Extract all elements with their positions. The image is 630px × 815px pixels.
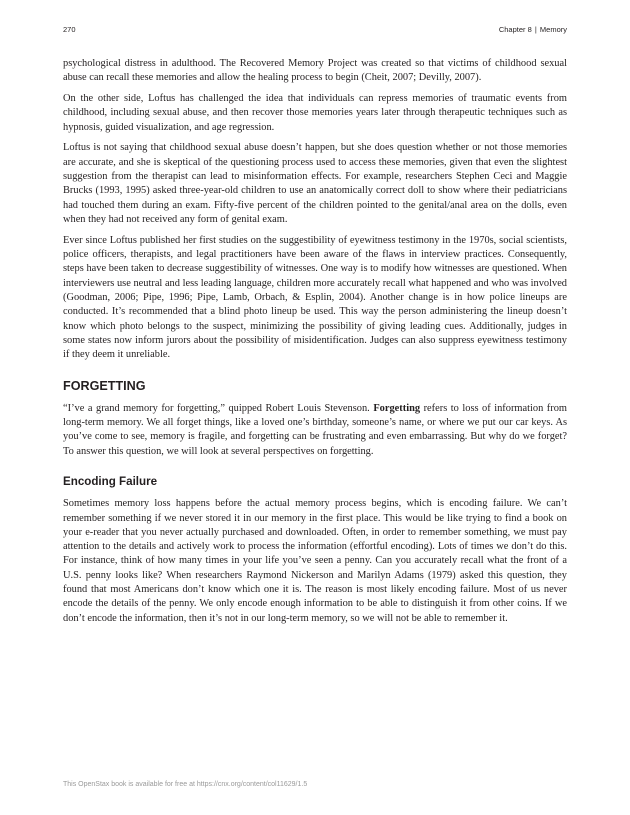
forgetting-intro-end: refers to loss of information from long-term memory. We all forget things, like a loved one’s birthday, someone’s name, or where we put our car keys. As you’ve come to see, memory is fragile, and forgetting can be frustrating and even embarrassing. But why do we forget? To answer this question, we will look at several perspectives on forgetting. xyxy=(63,402,568,457)
paragraph-loftus-skeptical: Loftus is not saying that childhood sexual abuse doesn’t happen, but she does question whether or not those memories are accurate, and she is skeptical of the questioning process used to access these memories, given that even the slightest suggestion from the therapist can lead to misinformation effects. For example, researchers Stephen Ceci and Maggie Brucks (1993, 1995) asked three-year-old children to use an anatomically correct doll to show where their pediatricians had touched them during an exam. Fifty-five percent of the children pointed to the genital/anal area on the dolls, even when they had not received any form of genital exam. xyxy=(63,142,567,225)
section-label: Memory xyxy=(539,25,567,34)
running-head xyxy=(499,25,567,34)
forgetting-intro-start: “I’ve a grand memory for forgetting,” quipped Robert Louis Stevenson. xyxy=(63,402,374,414)
paragraph-encoding-failure: Sometimes memory loss happens before the actual memory process begins, which is encoding failure. We can’t remember something if we never stored it in our memory in the first place. This would be like trying to find a book on your e-reader that you never actually purchased and downloaded. Often, in order to remember something, we must pay attention to the details and actively work to process the information (effortful encoding). Lots of times we don’t do this. For instance, think of how many times in your life you’ve seen a penny. Can you accurately recall what the front of a U.S. penny looks like? When researchers Raymond Nickerson and Marilyn Adams (1979) asked this question, they found that most Americans don’t know which one it is. The reason is most likely encoding failure. Most of us never encode the details of the penny. We only encode enough information to be able to distinguish it from other coins. If we don’t encode the information, then it’s not in our long-term memory, so we will not be able to remember it. xyxy=(63,498,567,624)
key-term-forgetting: Forgetting xyxy=(373,402,421,414)
subsection-heading-encoding-failure: Encoding Failure xyxy=(63,474,158,488)
header-separator: | xyxy=(534,25,537,34)
paragraph-forgetting-intro xyxy=(63,402,567,459)
page-footer: This OpenStax book is available for free at https://cnx.org/content/col11629/1.5 xyxy=(63,781,308,788)
page-number: 270 xyxy=(63,25,76,34)
paragraph-recovered-memory: psychological distress in adulthood. The Recovered Memory Project was created so that victims of childhood sexual abuse can recall these memories and allow the healing process to begin (Cheit, 2007; Devilly, 2007). xyxy=(63,58,567,84)
page-content xyxy=(63,57,567,632)
paragraph-suggestibility: Ever since Loftus published her first studies on the suggestibility of eyewitness testimony in the 1970s, social scientists, police officers, therapists, and legal practitioners have been aware of the flaws in interview practices. Consequently, steps have been taken to decrease suggestibility of witnesses. One way is to modify how witnesses are questioned. When interviewers use neutral and less leading language, children more accurately recall what happened and who was involved (Goodman, 2006; Pipe, 1996; Pipe, Lamb, Orbach, & Esplin, 2004). Another change is in how police lineups are conducted. It’s recommended that a blind photo lineup be used. This way the person administering the lineup doesn’t know which photo belongs to the suspect, minimizing the possibility of giving leading cues. Additionally, judges in some states now inform jurors about the possibility of misidentification. Judges can also suppress eyewitness testimony if they deem it unreliable. xyxy=(63,234,567,361)
chapter-label: Chapter 8 xyxy=(498,25,532,34)
paragraph-loftus-challenge: On the other side, Loftus has challenged the idea that individuals can repress memories of traumatic events from childhood, including sexual abuse, and then recover those memories years later through therapeutic techniques such as hypnosis, guided visualization, and age regression. xyxy=(63,93,567,133)
section-heading-forgetting: FORGETTING xyxy=(63,379,146,394)
page-header xyxy=(63,25,567,37)
